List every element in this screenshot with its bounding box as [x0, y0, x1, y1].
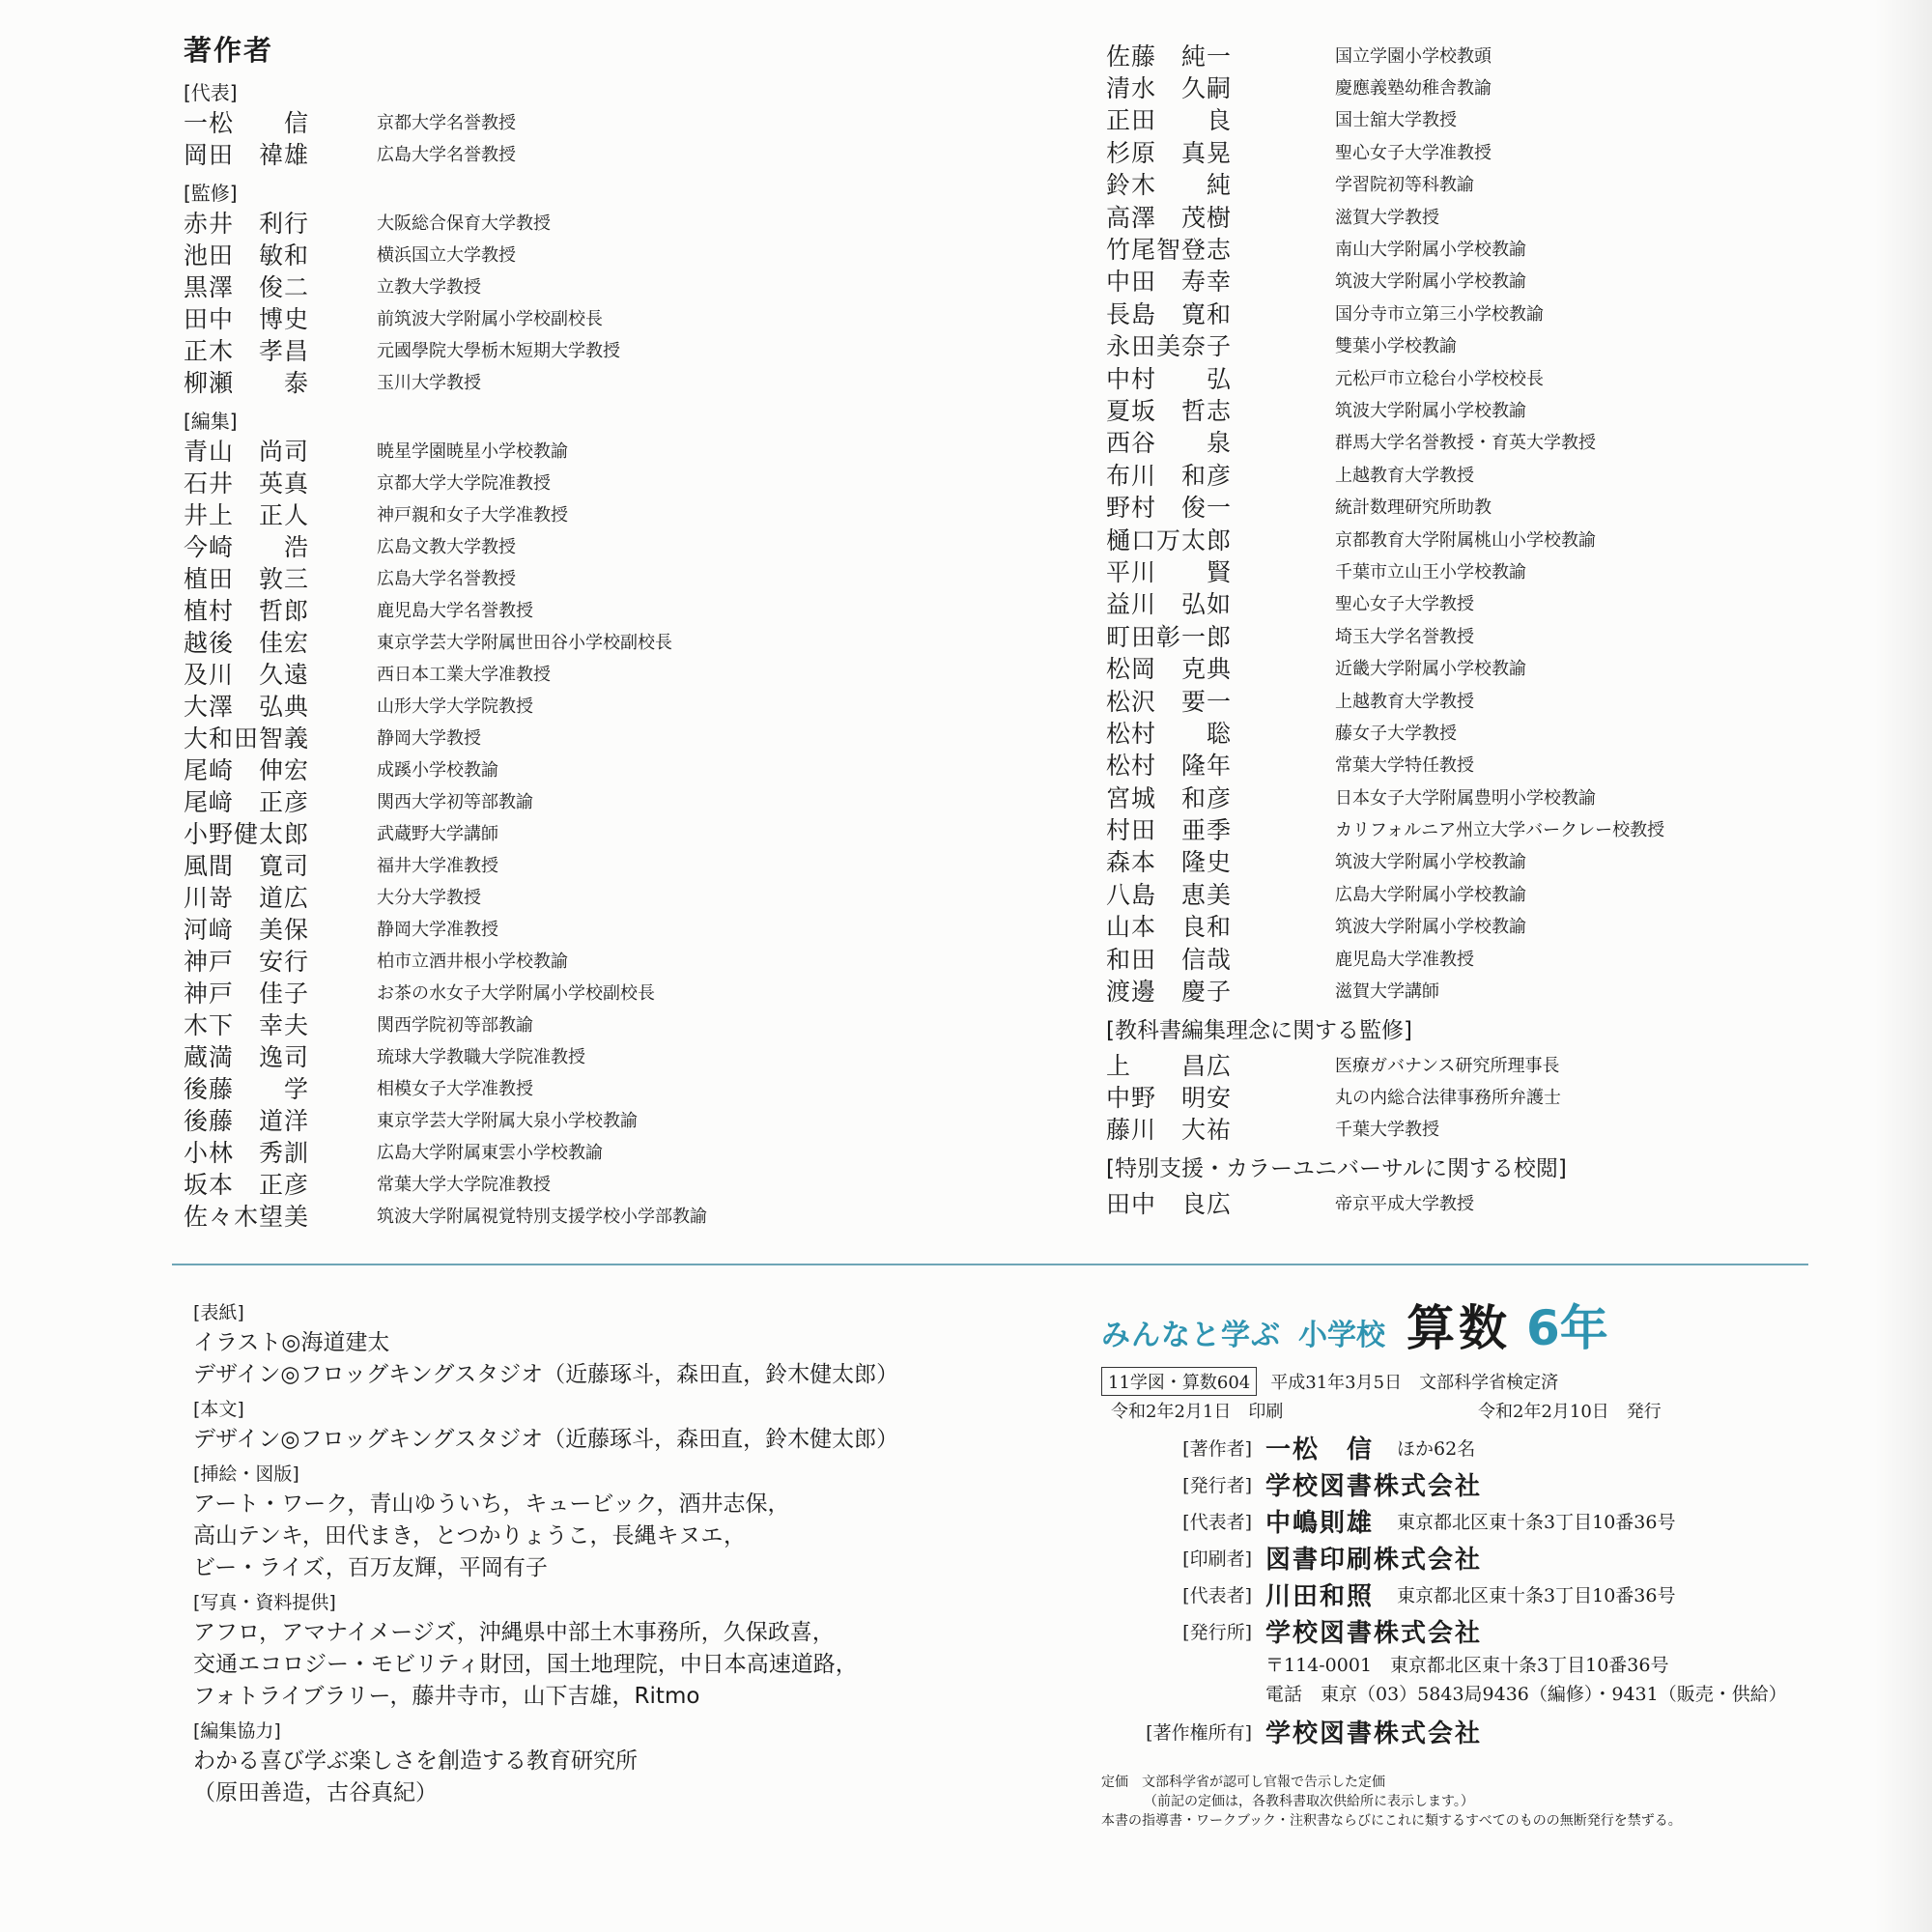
author-affiliation: 前筑波大学附属小学校副校長	[377, 308, 603, 329]
author-row	[184, 105, 937, 137]
author-row	[1106, 39, 1879, 71]
colophon-extra: 東京都北区東十条3丁目10番36号	[1397, 1511, 1676, 1533]
issued-date: 令和2年2月10日 発行	[1478, 1402, 1662, 1422]
group-heading: [監修]	[184, 182, 238, 205]
author-row	[184, 561, 937, 593]
author-name: 及川 久遠	[184, 660, 310, 689]
colophon-value: 学校図書株式会社	[1265, 1471, 1483, 1501]
author-affiliation: 元國學院大學栃木短期大学教授	[377, 340, 620, 361]
author-name: 池田 敏和	[184, 241, 310, 270]
author-name: 植田 敦三	[184, 564, 310, 593]
author-row	[184, 880, 937, 912]
author-row	[1106, 1113, 1879, 1145]
author-row	[184, 657, 937, 689]
author-name: 上 昌広	[1106, 1052, 1233, 1081]
author-row	[1106, 168, 1879, 200]
section-divider	[172, 1264, 1808, 1265]
approval-date: 平成31年3月5日 文部科学省検定済	[1270, 1373, 1559, 1393]
author-row	[184, 912, 937, 944]
author-name: 山本 良和	[1106, 913, 1233, 942]
author-name: 木下 幸夫	[184, 1010, 310, 1039]
copyright-row	[1101, 1713, 1874, 1749]
author-affiliation: 雙葉小学校教諭	[1335, 336, 1457, 357]
author-affiliation: 元松戸市立稔台小学校校長	[1335, 368, 1544, 389]
author-name: 青山 尚司	[184, 437, 310, 466]
author-name: 風間 寛司	[184, 851, 310, 880]
author-row	[184, 816, 937, 848]
author-affiliation: 統計数理研究所助教	[1335, 497, 1492, 519]
author-name: 赤井 利行	[184, 209, 310, 238]
credit-line: フォトライブラリー，藤井寺市，山下吉雄，Ritmo	[193, 1684, 700, 1709]
authors-left-column	[184, 29, 937, 1231]
author-name: 田中 良広	[1106, 1190, 1233, 1219]
author-row	[184, 1103, 937, 1135]
author-affiliation: 京都教育大学附属桃山小学校教諭	[1335, 529, 1596, 551]
author-name: 尾﨑 正彦	[184, 787, 310, 816]
book-series: みんなと学ぶ	[1101, 1319, 1281, 1352]
author-row	[1106, 232, 1879, 264]
colophon-extra: 東京都北区東十条3丁目10番36号	[1397, 1584, 1676, 1606]
colophon-label: [発行者]	[1182, 1474, 1252, 1496]
author-row	[1106, 71, 1879, 102]
author-row	[1106, 974, 1879, 1006]
author-row	[1106, 1187, 1879, 1219]
author-row	[184, 238, 937, 270]
author-affiliation: 南山大学附属小学校教諭	[1335, 240, 1526, 261]
author-row	[1106, 393, 1879, 425]
author-name: 藤川 大祐	[1106, 1116, 1233, 1145]
production-credits	[193, 1294, 1063, 1809]
author-name: 渡邊 慶子	[1106, 978, 1233, 1007]
author-row	[184, 1008, 937, 1039]
author-row	[184, 137, 937, 169]
author-affiliation: 関西学院初等部教諭	[377, 1014, 533, 1036]
author-name: 井上 正人	[184, 500, 310, 529]
author-affiliation: 琉球大学教職大学院准教授	[377, 1046, 585, 1067]
colophon-value: 川田和照	[1265, 1581, 1375, 1611]
author-row	[1106, 942, 1879, 974]
author-affiliation: 柏市立酒井根小学校教諭	[377, 951, 568, 972]
author-affiliation: 関西大学初等部教諭	[377, 791, 533, 812]
author-name: 松村 隆年	[1106, 752, 1233, 781]
author-row	[1106, 910, 1879, 942]
credit-line: （原田善造，古谷真紀）	[193, 1780, 438, 1805]
credit-line: 高山テンキ，田代まき，とつかりょうこ，長縄キヌエ，	[193, 1523, 747, 1548]
author-name: 町田彰一郎	[1106, 622, 1233, 651]
authors-right-column	[1106, 39, 1879, 1219]
author-name: 夏坂 哲志	[1106, 397, 1233, 425]
author-row	[1106, 458, 1879, 490]
group-heading: [特別支援・カラーユニバーサルに関する校閲]	[1106, 1155, 1567, 1181]
note-prohibition: 本書の指導書・ワークブック・注釈書ならびにこれに類するすべてのものの無断発行を禁ずる。	[1101, 1813, 1682, 1829]
page-edge-shadow	[1874, 0, 1932, 1932]
author-row	[184, 689, 937, 721]
book-school: 小学校	[1298, 1319, 1385, 1352]
author-row	[184, 270, 937, 301]
author-row	[184, 466, 937, 497]
author-name: 中野 明安	[1106, 1084, 1233, 1113]
author-affiliation: 西日本工業大学准教授	[377, 664, 551, 685]
authors-title: 著作者	[184, 34, 274, 67]
author-row	[184, 753, 937, 784]
book-colophon	[1101, 1290, 1874, 1831]
author-affiliation: 暁星学園暁星小学校教諭	[377, 440, 568, 462]
printed-date: 令和2年2月1日 印刷	[1111, 1402, 1284, 1422]
author-row	[184, 434, 937, 466]
author-affiliation: 医療ガバナンス研究所理事長	[1335, 1056, 1560, 1077]
group-heading: [編集]	[184, 410, 238, 433]
author-row	[184, 848, 937, 880]
author-row	[1106, 619, 1879, 651]
author-name: 杉原 真晃	[1106, 138, 1233, 167]
author-affiliation: 広島大学附属小学校教諭	[1335, 884, 1526, 905]
author-affiliation: 相模女子大学准教授	[377, 1078, 533, 1099]
author-name: 佐藤 純一	[1106, 42, 1233, 71]
textbook-code: 11学図・算数604	[1101, 1367, 1257, 1396]
colophon-label: [著作者]	[1182, 1437, 1252, 1460]
author-name: 平川 賢	[1106, 557, 1233, 586]
author-row	[184, 593, 937, 625]
author-row	[184, 365, 937, 397]
author-row	[184, 1167, 937, 1199]
author-affiliation: 国士舘大学教授	[1335, 110, 1457, 131]
author-row	[184, 301, 937, 333]
author-name: 八島 恵美	[1106, 880, 1233, 909]
author-name: 今崎 浩	[184, 532, 310, 561]
author-name: 蔵満 逸司	[184, 1042, 310, 1071]
author-affiliation: 広島大学附属東雲小学校教諭	[377, 1142, 603, 1163]
author-affiliation: 静岡大学准教授	[377, 919, 498, 940]
author-row	[184, 333, 937, 365]
author-affiliation: 常葉大学特任教授	[1335, 755, 1474, 777]
author-row	[1106, 845, 1879, 877]
group-heading: [代表]	[184, 81, 238, 104]
author-name: 松沢 要一	[1106, 687, 1233, 716]
author-name: 竹尾智登志	[1106, 236, 1233, 265]
author-affiliation: 広島大学名誉教授	[377, 144, 516, 165]
publisher-postal: 〒114-0001 東京都北区東十条3丁目10番36号	[1265, 1654, 1669, 1676]
author-name: 岡田 禕雄	[184, 140, 310, 169]
author-affiliation: 千葉市立山王小学校教諭	[1335, 561, 1526, 582]
author-affiliation: 聖心女子大学教授	[1335, 594, 1474, 615]
approval-line	[1101, 1367, 1874, 1396]
book-grade: 6年	[1526, 1300, 1608, 1356]
author-name: 後藤 道洋	[184, 1106, 310, 1135]
author-row	[1106, 781, 1879, 812]
author-row	[1106, 1081, 1879, 1113]
credit-heading: [挿絵・図版]	[193, 1463, 299, 1485]
author-affiliation: 学習院初等科教諭	[1335, 175, 1474, 196]
author-affiliation: 鹿児島大学名誉教授	[377, 600, 533, 621]
colophon-value: 一松 信	[1265, 1435, 1375, 1464]
author-affiliation: 福井大学准教授	[377, 855, 498, 876]
author-name: 大澤 弘典	[184, 692, 310, 721]
author-affiliation: 東京学芸大学附属大泉小学校教諭	[377, 1110, 638, 1131]
author-row	[1106, 812, 1879, 844]
author-name: 清水 久嗣	[1106, 74, 1233, 103]
credit-line: わかる喜び学ぶ楽しさを創造する教育研究所	[193, 1748, 638, 1774]
author-name: 樋口万太郎	[1106, 526, 1233, 554]
author-row	[184, 976, 937, 1008]
author-affiliation: 鹿児島大学准教授	[1335, 949, 1474, 970]
author-name: 益川 弘如	[1106, 590, 1233, 619]
author-affiliation: 埼玉大学名誉教授	[1335, 626, 1474, 647]
author-name: 田中 博史	[184, 304, 310, 333]
colophon-row	[1101, 1429, 1874, 1465]
author-name: 後藤 学	[184, 1074, 310, 1103]
author-row	[1106, 523, 1879, 554]
author-name: 越後 佳宏	[184, 628, 310, 657]
colophon-label: [代表者]	[1182, 1511, 1252, 1533]
credit-line: イラスト◎海道建太	[193, 1330, 390, 1355]
author-affiliation: 立教大学教授	[377, 276, 481, 298]
author-affiliation: お茶の水女子大学附属小学校副校長	[377, 982, 655, 1004]
author-row	[1106, 490, 1879, 522]
author-name: 正木 孝昌	[184, 336, 310, 365]
price-notes	[1101, 1773, 1874, 1831]
credit-line: ビー・ライズ，百万友輝，平岡有子	[193, 1555, 548, 1580]
author-row	[1106, 200, 1879, 232]
author-name: 永田美奈子	[1106, 332, 1233, 361]
author-row	[184, 1071, 937, 1103]
author-name: 一松 信	[184, 108, 310, 137]
author-affiliation: 静岡大学教授	[377, 727, 481, 749]
book-title	[1101, 1290, 1874, 1357]
author-affiliation: 京都大学大学院准教授	[377, 472, 551, 494]
author-name: 黒澤 俊二	[184, 272, 310, 301]
colophon-label: [印刷者]	[1182, 1548, 1252, 1570]
author-affiliation: 筑波大学附属小学校教諭	[1335, 271, 1526, 293]
author-row	[184, 1039, 937, 1071]
author-affiliation: 山形大学大学院教授	[377, 696, 533, 717]
author-row	[1106, 716, 1879, 748]
author-name: 森本 隆史	[1106, 848, 1233, 877]
author-affiliation: 成蹊小学校教諭	[377, 759, 498, 781]
author-row	[184, 497, 937, 529]
author-name: 松岡 克典	[1106, 655, 1233, 684]
author-name: 坂本 正彦	[184, 1170, 310, 1199]
print-dates	[1101, 1396, 1874, 1425]
credit-line: アート・ワーク，青山ゆういち，キュービック，酒井志保，	[193, 1492, 790, 1517]
author-affiliation: 広島文教大学教授	[377, 536, 516, 557]
author-row	[1106, 103, 1879, 135]
author-affiliation: 藤女子大学教授	[1335, 723, 1457, 744]
author-affiliation: 筑波大学附属小学校教諭	[1335, 400, 1526, 421]
colophon-value: 中嶋則雄	[1265, 1508, 1375, 1538]
author-name: 柳瀬 泰	[184, 368, 310, 397]
author-affiliation: 横浜国立大学教授	[377, 244, 516, 266]
credit-heading: [本文]	[193, 1399, 244, 1420]
note-price-detail: （前記の定価は，各教科書取次供給所に表示します。）	[1144, 1794, 1474, 1809]
author-affiliation: 近畿大学附属小学校教諭	[1335, 659, 1526, 680]
credit-line: 交通エコロジー・モビリティ財団，国土地理院，中日本高速道路，	[193, 1652, 858, 1677]
author-affiliation: 武蔵野大学講師	[377, 823, 498, 844]
colophon-value: 図書印刷株式会社	[1265, 1545, 1483, 1575]
author-name: 野村 俊一	[1106, 494, 1233, 523]
author-row	[1106, 587, 1879, 619]
author-affiliation: 東京学芸大学附属世田谷小学校副校長	[377, 632, 672, 653]
credit-heading: [編集協力]	[193, 1720, 281, 1742]
author-affiliation: 上越教育大学教授	[1335, 691, 1474, 712]
author-affiliation: 神戸親和女子大学准教授	[377, 504, 568, 526]
author-affiliation: 玉川大学教授	[377, 372, 481, 393]
author-row	[1106, 749, 1879, 781]
author-affiliation: 広島大学名誉教授	[377, 568, 516, 589]
author-name: 鈴木 純	[1106, 171, 1233, 200]
author-affiliation: 千葉大学教授	[1335, 1120, 1439, 1141]
author-row	[1106, 1049, 1879, 1081]
note-price: 定価 文部科学省が認可し官報で告示した定価	[1101, 1775, 1385, 1790]
author-name: 正田 良	[1106, 106, 1233, 135]
author-row	[1106, 554, 1879, 586]
author-affiliation: 上越教育大学教授	[1335, 465, 1474, 486]
colophon-label: [発行所]	[1182, 1621, 1252, 1643]
author-affiliation: 国立学園小学校教頭	[1335, 45, 1492, 67]
author-name: 布川 和彦	[1106, 461, 1233, 490]
author-row	[1106, 329, 1879, 361]
author-affiliation: 聖心女子大学准教授	[1335, 142, 1492, 163]
author-row	[184, 1135, 937, 1167]
author-name: 尾崎 伸宏	[184, 755, 310, 784]
author-affiliation: カリフォルニア州立大学バークレー校教授	[1335, 820, 1665, 841]
author-name: 高澤 茂樹	[1106, 203, 1233, 232]
author-name: 西谷 泉	[1106, 429, 1233, 458]
colophon-rows	[1101, 1429, 1874, 1649]
colophon-row	[1101, 1465, 1874, 1502]
author-affiliation: 筑波大学附属小学校教諭	[1335, 852, 1526, 873]
author-affiliation: 京都大学名誉教授	[377, 112, 516, 133]
author-row	[1106, 426, 1879, 458]
publisher-phone: 電話 東京（03）5843局9436（編修）・9431（販売・供給）	[1265, 1683, 1787, 1705]
colophon-row	[1101, 1502, 1874, 1539]
credit-heading: [表紙]	[193, 1302, 244, 1323]
author-name: 村田 亜季	[1106, 816, 1233, 845]
author-affiliation: 常葉大学大学院准教授	[377, 1174, 551, 1195]
book-subject: 算数	[1406, 1300, 1511, 1356]
colophon-value: 学校図書株式会社	[1265, 1618, 1483, 1648]
credit-line: アフロ，アマナイメージズ，沖縄県中部土木事務所，久保政喜，	[193, 1620, 835, 1645]
author-name: 植村 哲郎	[184, 596, 310, 625]
author-row	[1106, 297, 1879, 328]
author-row	[184, 625, 937, 657]
copyright-value: 学校図書株式会社	[1265, 1719, 1483, 1748]
credit-line: デザイン◎フロッグキングスタジオ（近藤琢斗，森田直，鈴木健太郎）	[193, 1427, 899, 1452]
author-affiliation: 大分大学教授	[377, 887, 481, 908]
author-row	[1106, 651, 1879, 683]
author-affiliation: 丸の内総合法律事務所弁護士	[1335, 1088, 1561, 1109]
author-affiliation: 国分寺市立第三小学校教諭	[1335, 303, 1544, 325]
author-row	[184, 1199, 937, 1231]
author-row	[184, 206, 937, 238]
author-row	[184, 784, 937, 816]
author-row	[1106, 684, 1879, 716]
author-row	[1106, 265, 1879, 297]
author-name: 河﨑 美保	[184, 915, 310, 944]
group-heading: [教科書編集理念に関する監修]	[1106, 1017, 1412, 1043]
author-name: 石井 英真	[184, 469, 310, 497]
colophon-row	[1101, 1576, 1874, 1612]
author-affiliation: 滋賀大学講師	[1335, 981, 1439, 1003]
author-affiliation: 慶應義塾幼稚舎教諭	[1335, 78, 1492, 99]
author-row	[1106, 135, 1879, 167]
author-name: 長島 寛和	[1106, 299, 1233, 328]
author-name: 神戸 安行	[184, 947, 310, 976]
author-name: 小野健太郎	[184, 819, 310, 848]
right-author-list	[1106, 39, 1879, 1007]
colophon-row	[1101, 1539, 1874, 1576]
author-name: 佐々木望美	[184, 1202, 310, 1231]
credit-heading: [写真・資料提供]	[193, 1592, 336, 1613]
left-author-groups	[184, 80, 937, 1231]
colophon-extra: ほか62名	[1397, 1437, 1476, 1460]
author-name: 中田 寿幸	[1106, 268, 1233, 297]
author-row	[184, 721, 937, 753]
author-row	[1106, 361, 1879, 393]
author-row	[184, 944, 937, 976]
right-author-groups	[1106, 1012, 1879, 1219]
author-affiliation: 滋賀大学教授	[1335, 207, 1439, 228]
author-affiliation: 筑波大学附属視覚特別支援学校小学部教諭	[377, 1206, 707, 1227]
author-affiliation: 日本女子大学附属豊明小学校教諭	[1335, 787, 1596, 809]
author-row	[1106, 877, 1879, 909]
author-name: 川嵜 道広	[184, 883, 310, 912]
author-name: 松村 聡	[1106, 719, 1233, 748]
colophon-label: [代表者]	[1182, 1584, 1252, 1606]
copyright-label: [著作権所有]	[1146, 1721, 1252, 1744]
author-affiliation: 筑波大学附属小学校教諭	[1335, 917, 1526, 938]
author-row	[184, 529, 937, 561]
credit-line: デザイン◎フロッグキングスタジオ（近藤琢斗，森田直，鈴木健太郎）	[193, 1362, 899, 1387]
author-name: 中村 弘	[1106, 364, 1233, 393]
author-name: 和田 信哉	[1106, 945, 1233, 974]
author-affiliation: 群馬大学名誉教授・育英大学教授	[1335, 433, 1596, 454]
author-name: 大和田智義	[184, 724, 310, 753]
author-affiliation: 帝京平成大学教授	[1335, 1194, 1474, 1215]
colophon-row	[1101, 1612, 1874, 1649]
author-name: 神戸 佳子	[184, 979, 310, 1008]
author-affiliation: 大阪総合保育大学教授	[377, 213, 551, 234]
author-name: 宮城 和彦	[1106, 783, 1233, 812]
author-name: 小林 秀訓	[184, 1138, 310, 1167]
